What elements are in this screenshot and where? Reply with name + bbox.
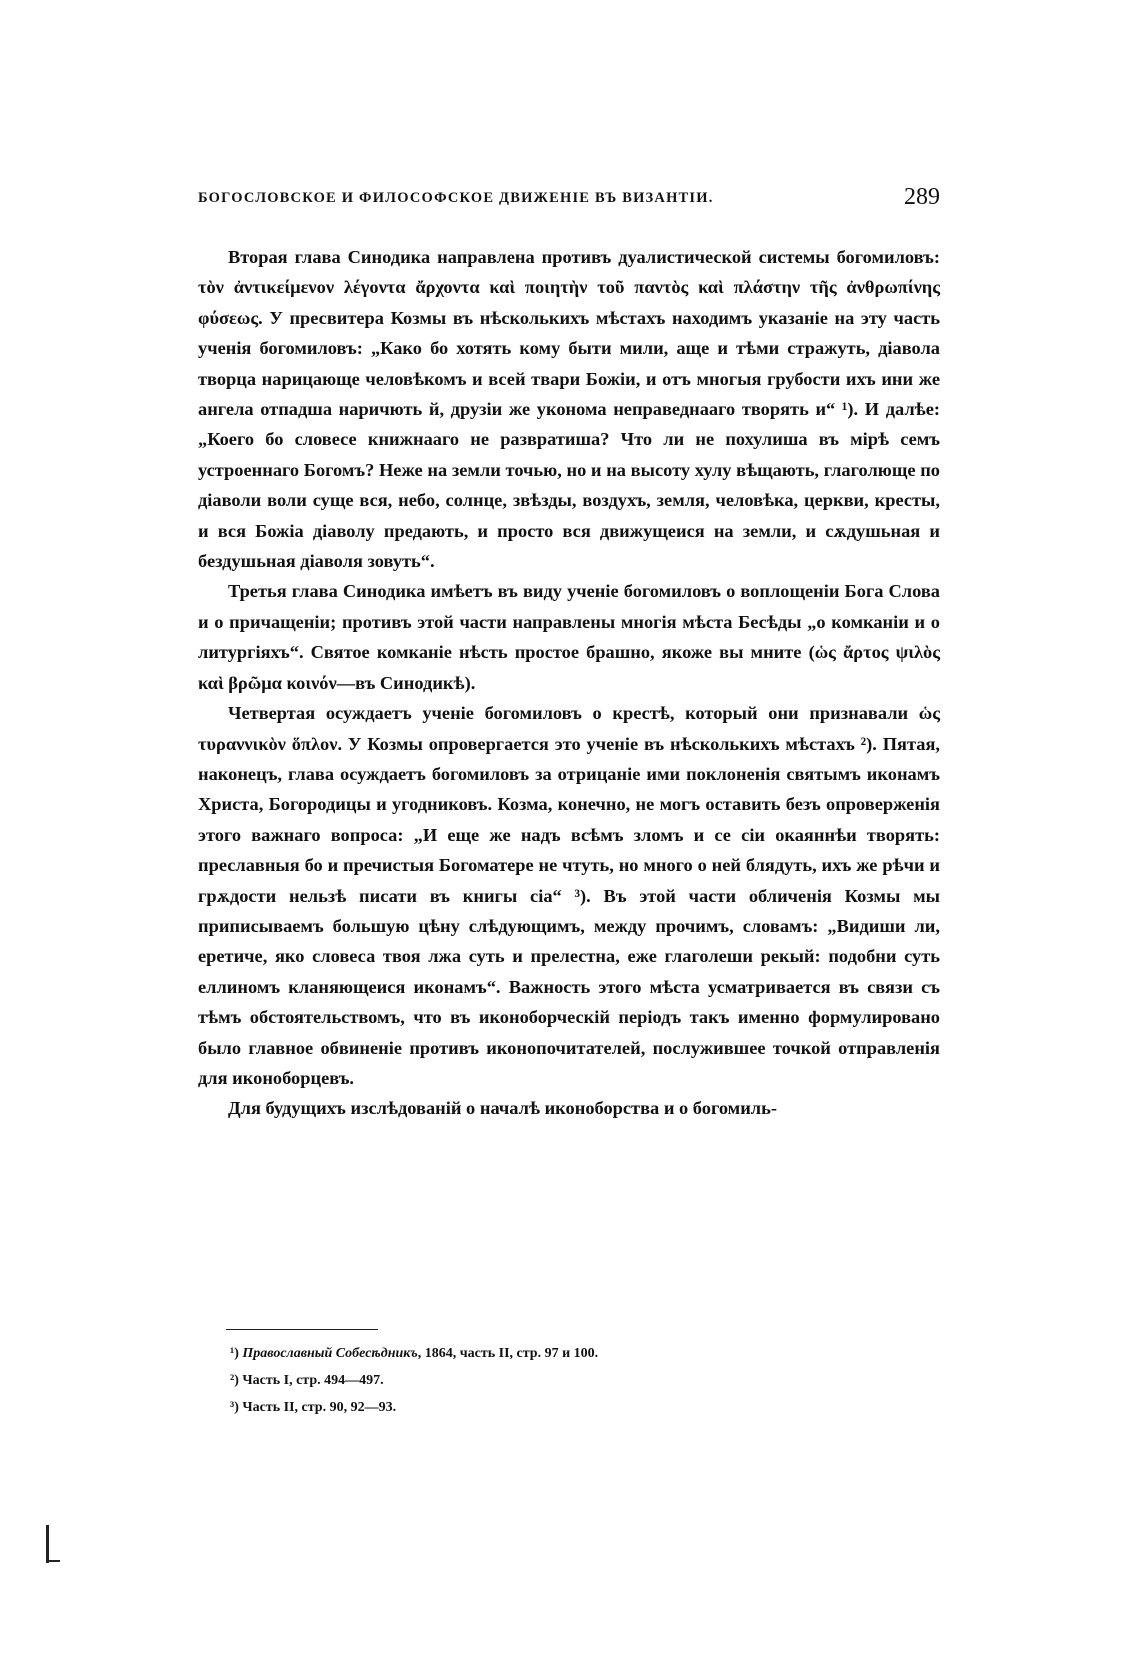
- footnote-text: Часть I, стр. 494—497.: [242, 1373, 384, 1388]
- running-title: БОГОСЛОВСКОЕ И ФИЛОСОФСКОЕ ДВИЖЕНІЕ ВЪ ВИЗАНТІИ.: [198, 190, 714, 206]
- margin-mark-foot: [46, 1560, 60, 1562]
- footnote-source: Православный Собесѣдникъ: [242, 1346, 418, 1361]
- footnote-2: [230, 1367, 940, 1394]
- running-head: [198, 184, 940, 214]
- footnote-3: [230, 1394, 940, 1421]
- page-number: 289: [904, 184, 940, 210]
- body-text: [198, 242, 940, 1124]
- footnote-mark: ¹): [230, 1346, 239, 1361]
- footnote-text: , 1864, часть II, стр. 97 и 100.: [417, 1346, 599, 1361]
- margin-mark: [46, 1525, 49, 1563]
- footnote-mark: ²): [230, 1373, 239, 1388]
- footnotes: [230, 1340, 940, 1421]
- paragraph-2: Третья глава Синодика имѣетъ въ виду ученіе богомиловъ о воплощеніи Бога Слова и о причащеніи; противъ этой части направлены многія мѣста Бесѣды „о комканіи и о литургіяхъ“. Святое комканіе нѣсть простое брашно, якоже вы мните (ὡς ἄρτος ψιλὸς καὶ βρῶμα κοινόν—въ Синодикѣ).: [198, 581, 940, 693]
- paragraph-3: Четвертая осуждаетъ ученіе богомиловъ о крестѣ, который они признавали ὡς τυραννικὸν ὅπλον. У Козмы опровергается это ученіе въ нѣсколькихъ мѣстахъ ²). Пятая, наконецъ, глава осуждаетъ богомиловъ за отрицаніе ими поклоненія святымъ иконамъ Христа, Богородицы и угодниковъ. Козма, конечно, не могъ оставить безъ опроверженія этого важнаго вопроса: „И еще же надъ всѣмъ зломъ и се сіи окаяннѣи творять: преславныя бо и пречистыя Богоматере не чтуть, но много о ней блядуть, ихъ же рѣчи и грѫдости нельзѣ писати въ книгы сіа“ ³). Въ этой части обличенія Козмы мы приписываемъ большую цѣну слѣдующимъ, между прочимъ, словамъ: „Видиши ли, еретиче, яко словеса твоя лжа суть и прелестна, еже глаголеши рекый: подобни суть еллиномъ кланяющеися иконамъ“. Важность этого мѣста усматривается въ связи съ тѣмъ обстоятельствомъ, что въ иконоборческій періодъ такъ именно формулировано было главное обвиненіе противъ иконопочитателей, послужившее точкой отправленія для иконоборцевъ.: [198, 703, 940, 1088]
- footnote-divider: [226, 1329, 378, 1330]
- footnote-text: Часть II, стр. 90, 92—93.: [242, 1400, 397, 1415]
- footnote-mark: ³): [230, 1400, 239, 1415]
- paragraph-4: Для будущихъ изслѣдованій о началѣ иконоборства и о богомиль-: [228, 1098, 777, 1119]
- footnote-1: [230, 1340, 940, 1367]
- paragraph-1: Вторая глава Синодика направлена противъ дуалистической системы богомиловъ: τὸν ἀντικείμενον λέγοντα ἄρχοντα καὶ ποιητὴν τοῦ παντὸς καὶ πλάστην τῆς ἀνθρωπίνης φύσεως. У пресвитера Козмы въ нѣсколькихъ мѣстахъ находимъ указаніе на эту часть ученія богомиловъ: „Како бо хотять кому быти мили, аще и тѣми стражуть, діавола творца нарицающе человѣкомъ и всей твари Божіи, и отъ многыя грубости ихъ ини же ангела отпадша наричють й, друзіи же уконома неправеднааго творять и“ ¹). И далѣе: „Коего бо словесе книжнааго не развратиша? Что ли не похулиша въ мірѣ семъ устроеннаго Богомъ? Неже на земли точью, но и на высоту хулу вѣщають, глаголюще по діаволи воли суще вся, небо, солнце, звѣзды, воздухъ, земля, человѣка, церкви, кресты, и вся Божіа діаволу предають, и просто вся движущеися на земли, и сѫдушьная и бездушьная діаволя зовуть“.: [198, 247, 940, 572]
